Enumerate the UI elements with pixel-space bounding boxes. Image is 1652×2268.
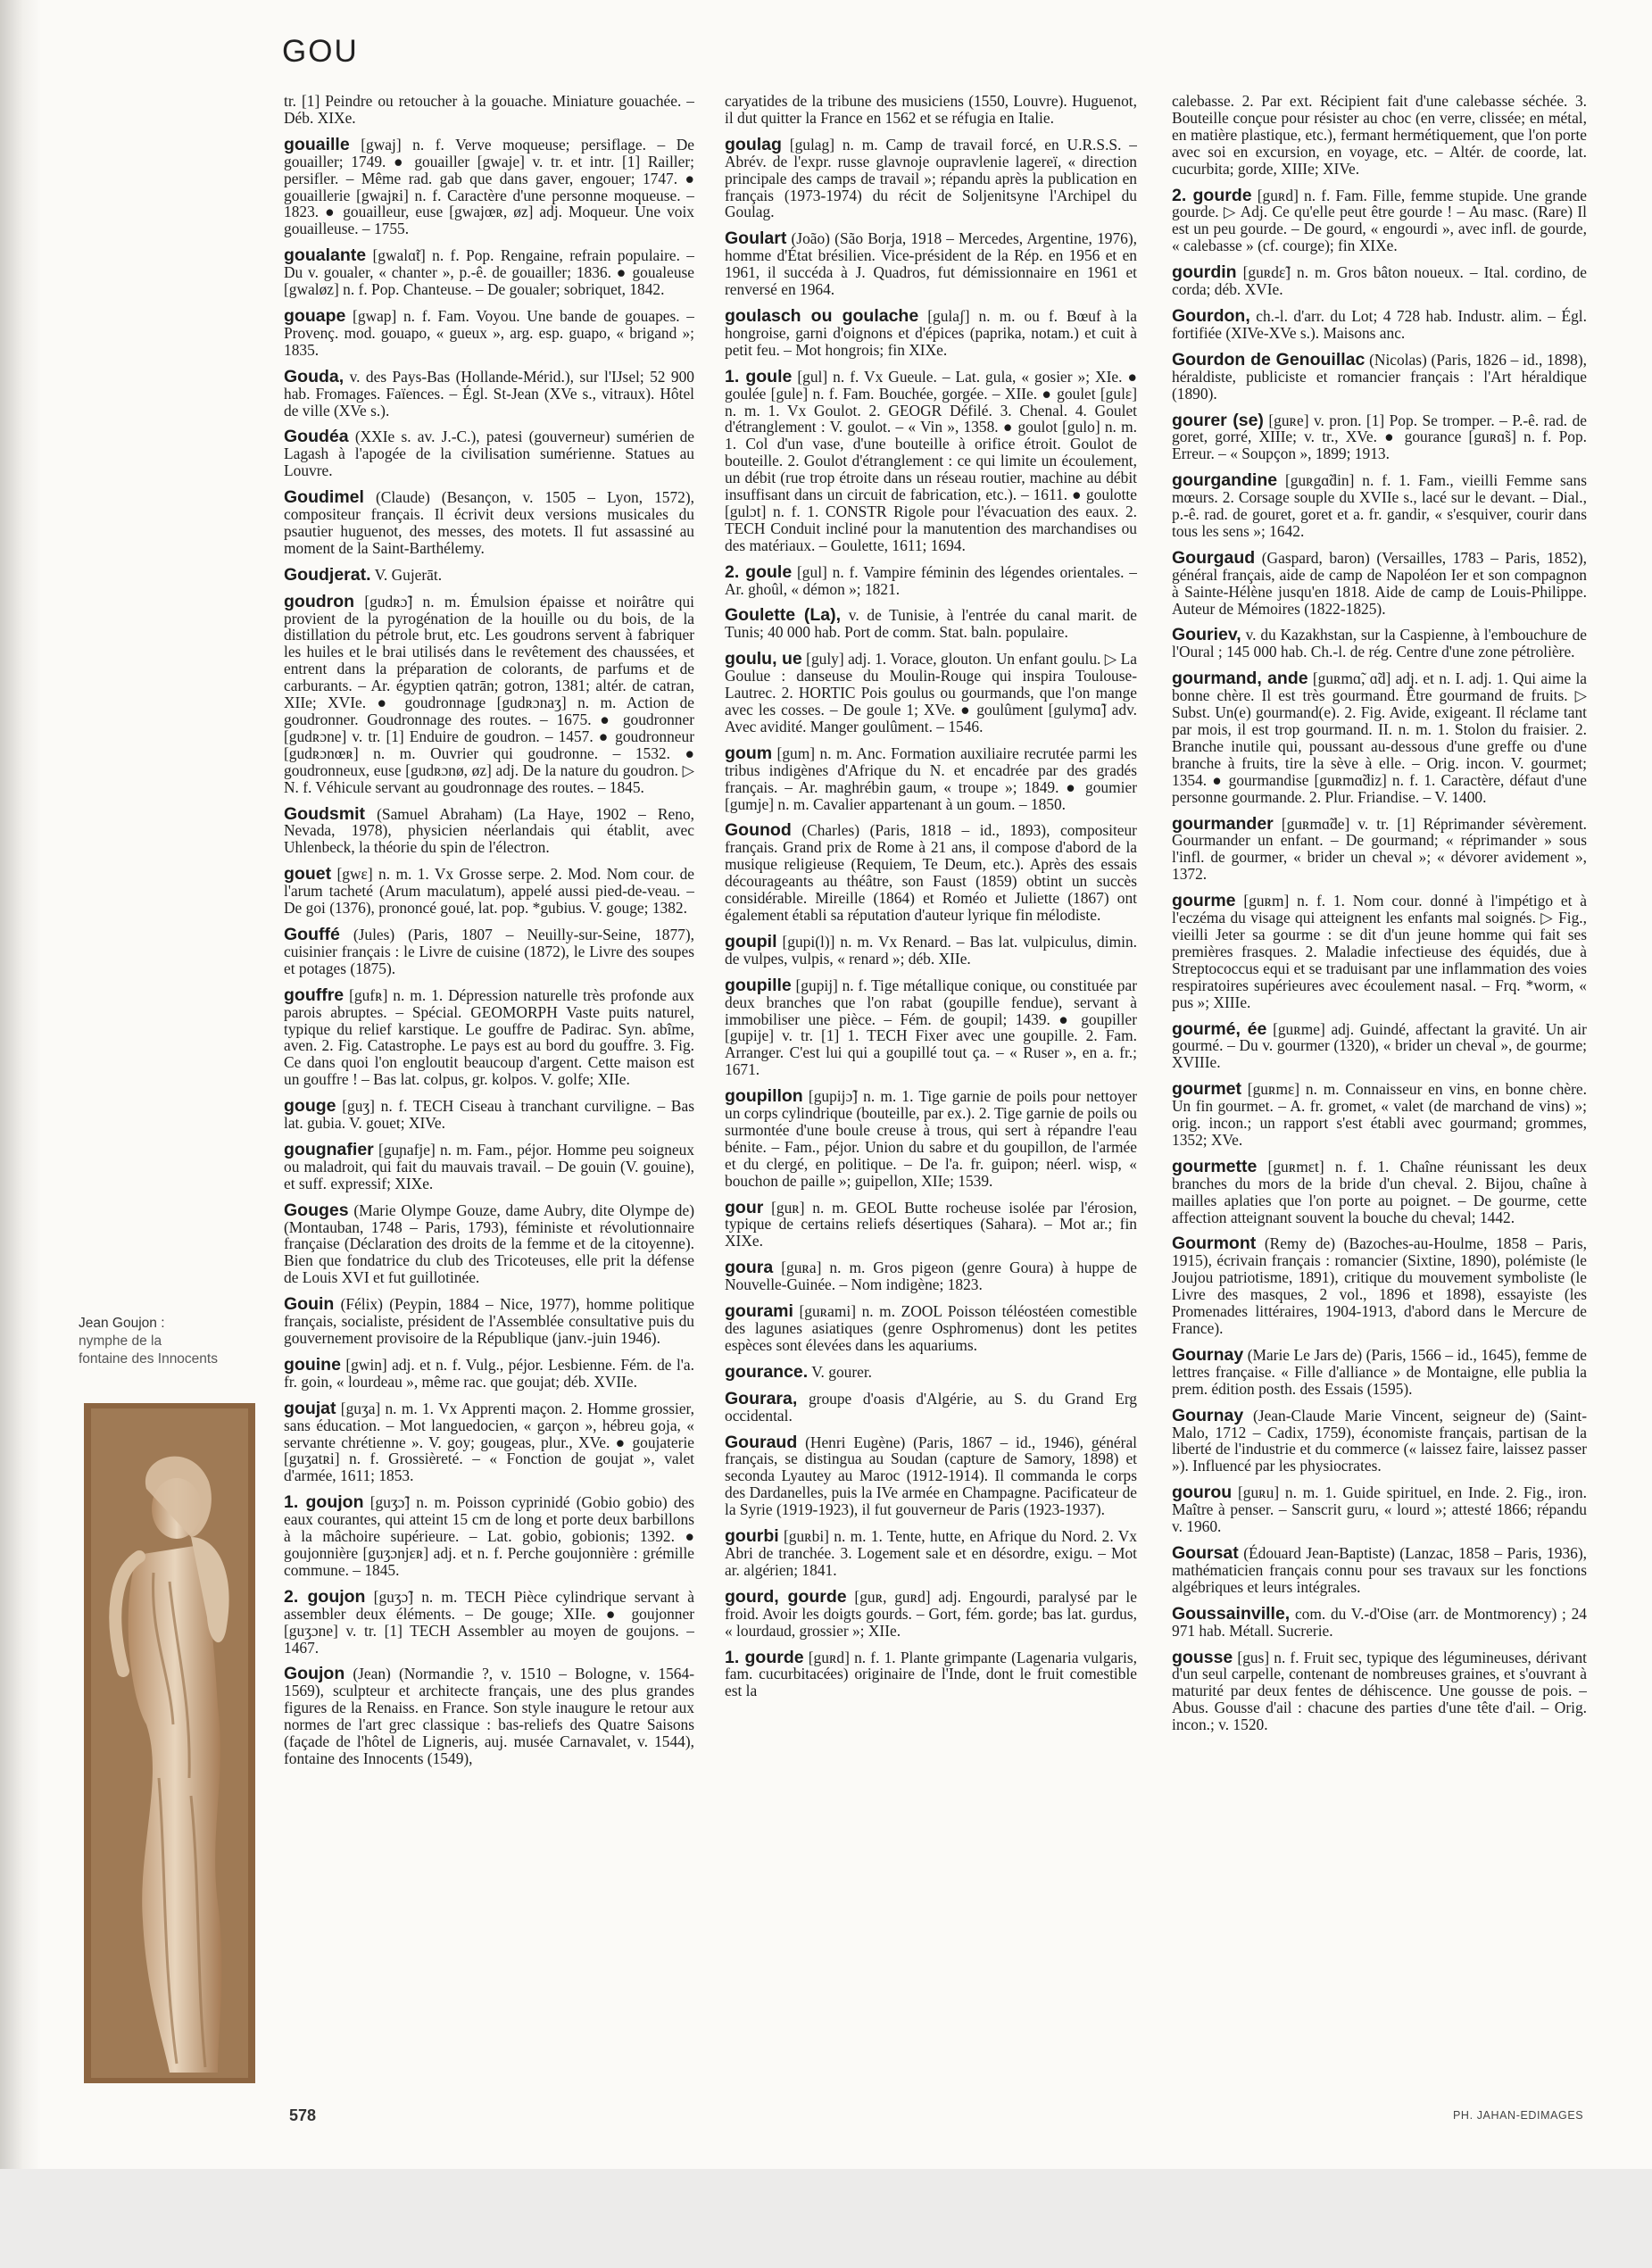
entry-definition: [guʀ, guʀd] adj. Engourdi, paralysé par le froid. Avoir les doigts gourds. – Gort, fém. gorde; bas lat. gurdus, « lourdaud, grossier »; XIIe. — [725, 1587, 1137, 1640]
dictionary-entry — [1172, 813, 1587, 884]
entry-headword: Goulart — [725, 228, 787, 249]
entry-headword: Goursat — [1172, 1542, 1239, 1563]
entry-definition: [gupijɔ̃] n. m. 1. Tige garnie de poils pour nettoyer un corps cylindrique (bouteille, par ex.). 2. Tige garnie de poils ou surmontée d'une boule creuse à trous, qui sert à répandre l'eau bénite. – Fam., péjor. Union du sabre et du goupillon, de l'armée et du clergé, en politique. – De l'a. fr. guipon; néerl. wisp, « bouchon de paille »; guipellon, XIIe; 1539. — [725, 1087, 1137, 1190]
entry-definition: groupe d'oasis d'Algérie, au S. du Grand Erg occidental. — [725, 1389, 1137, 1425]
dictionary-entry — [725, 134, 1137, 221]
entry-headword: gourmet — [1172, 1079, 1241, 1100]
entry-definition: v. de Tunisie, à l'entrée du canal marit. de Tunis; 40 000 hab. Port de comm. Stat. baln. populaire. — [725, 606, 1137, 642]
entry-definition: [guʀa] n. m. Gros pigeon (genre Goura) à huppe de Nouvelle-Guinée. – Nom indigène; 1823. — [725, 1259, 1137, 1294]
entry-definition: v. des Pays-Bas (Hollande-Mérid.), sur l'IJsel; 52 900 hab. Fromages. Faïences. – Égl. St-Jean (XVe s., vitraux). Hôtel de ville (XVe s.). — [284, 367, 694, 420]
dictionary-entry — [1172, 627, 1587, 660]
entry-headword: gouffre — [284, 984, 345, 1005]
dictionary-entry — [1172, 893, 1587, 1010]
entry-definition: [guʀmɑ̃de] v. tr. [1] Réprimander sévèrement. Gourmander un enfant. – De gourmand; « réprimander » sous l'infl. de gourmer, « brider un cheval »; « dévorer avidement », 1372. — [1172, 814, 1587, 884]
caption-name: Jean Goujon : — [79, 1316, 165, 1331]
dictionary-entry — [1172, 1344, 1587, 1398]
dictionary-entry — [1172, 1405, 1587, 1475]
entry-headword: goura — [725, 1258, 774, 1278]
entry-definition: [gul] n. f. Vampire féminin des légendes orientales. – Ar. ghoûl, « démon »; 1821. — [725, 562, 1137, 598]
dictionary-entry — [725, 822, 1137, 923]
entry-headword: Gouda, — [284, 366, 345, 386]
entry-definition: [guʀdɛ̃] n. m. Gros bâton noueux. – Ital. cordino, de corda; déb. XVIe. — [1172, 263, 1587, 299]
entry-headword: gousse — [1172, 1647, 1233, 1667]
entry-definition: [gwalɑ̃t] n. f. Pop. Rengaine, refrain populaire. – Du v. goualer, « chanter », p.-ê. de gouailler; 1836. ● goualeuse [gwaløz] n. f. Pop. Chanteuse. – De goualer; sobriquet, 1842. — [284, 246, 694, 299]
entry-definition: [guʀe] v. pron. [1] Pop. Se tromper. – P.-ê. rad. de goret, gorré, XIIIe; v. tr., XVe. ● gourance [guʀɑ̃s] n. f. Pop. Erreur. – « Soupçon », 1899; 1913. — [1172, 411, 1587, 463]
nymph-relief-illustration — [84, 1403, 255, 2083]
entry-definition: [guʀmɛt] n. f. 1. Chaîne réunissant les deux branches du mors de la bride d'un cheval. 2. Bijou, chaîne à mailles aplaties que l'on porte au poignet. – De gourme, cette affection atteignant souvent la bouche du cheval; 1442. — [1172, 1157, 1587, 1226]
entry-definition: (Jules) (Paris, 1807 – Neuilly-sur-Seine, 1877), cuisinier français : le Livre de cuisine (1872), le Livre des soupes et potages (1875). — [284, 925, 694, 977]
dictionary-entry — [284, 134, 694, 238]
entry-definition: [gulag] n. m. Camp de travail forcé, en U.R.S.S. – Abrév. de l'expr. russe glavnoje oupravlenie lagereï, « direction principale des camps de travail »; répandu après la publication en français (1973-1974) du récit de Soljenitsyne l'Archipel du Goulag. — [725, 135, 1137, 221]
entry-definition: calebasse. 2. Par ext. Récipient fait d'une calebasse séchée. 3. Bouteille conçue pour résister au choc (en verre, clissée; en métal, en matière plastique, etc.), fermant hermétiquement, que l'on porte avec soi en excursion, en voyage, etc. – Altér. de coorde, lat. cucurbita; gorde, XIIIe; XIVe. — [1172, 93, 1587, 178]
entry-definition: [guʀami] n. m. ZOOL Poisson téléostéen comestible des lagunes asiatiques (genre Osphromenus) dont les petites espèces sont élevées dans les aquariums. — [725, 1302, 1137, 1354]
dictionary-entry — [284, 1354, 694, 1391]
dictionary-entry — [284, 803, 694, 857]
dictionary-entry — [284, 366, 694, 420]
dictionary-entry — [1172, 1156, 1587, 1226]
entry-definition: [gufʀ] n. m. 1. Dépression naturelle très profonde aux parois abruptes. – Spécial. GEOMORPH Vaste puits naturel, typique du relief karstique. Le gouffre de Padirac. Syn. abîme, aven. 2. Fig. Catastrophe. Le pays est au bord du gouffre. 3. Fig. Ce dans quoi l'on engloutit beaucoup d'argent. Cette maison est un gouffre ! – Bas lat. colpus, gr. kolpos. V. golfe; XIIe. — [284, 985, 694, 1089]
dictionary-entry — [725, 1649, 1137, 1700]
entry-headword: goupille — [725, 975, 792, 995]
entry-definition: [gwap] n. f. Fam. Voyou. Une bande de gouapes. – Provenç. mod. gouapo, « gueux », arg. esp. guapo, « brigand »; 1835. — [284, 306, 694, 359]
entry-definition: (Édouard Jean-Baptiste) (Lanzac, 1858 – Paris, 1936), mathématicien français connu pour ses travaux sur les fonctions algébriques et leurs intégrales. — [1172, 1543, 1587, 1596]
entry-definition: [guʒɔ̃] n. m. Poisson cyprinidé (Gobio gobio) des eaux courantes, qui atteint 15 cm de long et porte deux barbillons à la mâchoire supérieure. – Lat. gobio, gobionis; 1392. ● goujonnière [guʒɔnjɛʀ] adj. et n. f. Perche goujonnière : grémille commune. – 1845. — [284, 1493, 694, 1579]
entry-headword: gourbi — [725, 1526, 779, 1547]
entry-headword: gourance. — [725, 1361, 809, 1382]
entry-headword: gourami — [725, 1301, 793, 1322]
dictionary-entry — [725, 305, 1137, 359]
entry-headword: Gouin — [284, 1294, 335, 1315]
dictionary-entry — [1172, 1081, 1587, 1149]
dictionary-entry — [725, 745, 1137, 813]
entry-headword: gouge — [284, 1096, 336, 1117]
entry-definition: [gupi(l)] n. m. Vx Renard. – Bas lat. vulpiculus, dimin. de vulpes, vulpis, « renard »; déb. XIIe. — [725, 932, 1137, 968]
entry-definition: [guly] adj. 1. Vorace, glouton. Un enfant goulu. ▷ La Goulue : danseuse du Moulin-Rouge qui inspira Toulouse-Lautrec. 2. HORTIC Pois goulus ou gourmands, que l'on mange avec les cosses. – De goule 1; XVe. ● goulûment [gulymɑ̃] adv. Avec avidité. Manger goulûment. – 1546. — [725, 650, 1137, 735]
entry-definition: ch.-l. d'arr. du Lot; 4 728 hab. Industr. alim. – Égl. fortifiée (XIVe-XVe s.). Maisons anc. — [1172, 306, 1587, 342]
entry-definition: V. Gujerāt. — [374, 565, 443, 584]
entry-headword: Gourara, — [725, 1388, 798, 1408]
dictionary-entry — [725, 977, 1137, 1078]
entry-definition: caryatides de la tribune des musiciens (1550, Louvre). Huguenot, il dut quitter la France en 1562 et se réfugia en Italie. — [725, 93, 1137, 127]
entry-definition: [gwɛ] n. m. 1. Vx Grosse serpe. 2. Mod. Nom cour. de l'arum tacheté (Arum maculatum), appelé aussi pied-de-veau. – De goi (1376), prononcé goué, lat. pop. *gubius. V. gouge; 1382. — [284, 865, 694, 918]
entry-definition: [guʀd] n. f. Fam. Fille, femme stupide. Une grande gourde. ▷ Adj. Ce qu'elle peut être gourde ! – Au masc. (Rare) Il est un peu gourde. – De gourd, « engourdi », avec infl. de gourde, « calebasse » (cf. courge); fin XIXe. — [1172, 186, 1587, 255]
entry-headword: goualante — [284, 245, 367, 266]
dictionary-entry — [284, 247, 694, 298]
dictionary-entry — [725, 931, 1137, 968]
dictionary-entry — [725, 1434, 1137, 1519]
dictionary-entry — [1172, 187, 1587, 255]
page-number: 578 — [289, 2106, 317, 2124]
dictionary-entry — [284, 564, 694, 585]
entry-headword: gourgandine — [1172, 470, 1278, 491]
dictionary-entry — [284, 489, 694, 557]
entry-headword: gougnafier — [284, 1139, 374, 1159]
dictionary-entry — [725, 1197, 1137, 1250]
entry-definition: (Jean-Claude Marie Vincent, seigneur de) (Saint-Malo, 1712 – Cadix, 1759), économiste français, partisan de la liberté de l'industrie et du commerce (« laissez faire, laissez passer »). Influencé par les physiocrates. — [1172, 1406, 1587, 1475]
entry-headword: gouaille — [284, 134, 350, 154]
entry-definition: [guʀmɑ̃, ɑ̃d] adj. et n. I. adj. 1. Qui aime la bonne chère. Il est très gourmand. Être gourmand de fruits. ▷ Subst. Un(e) gourmand(e). 2. Fig. Avide, exigeant. Il réclame tant par mois, il est trop gourmand. II. n. m. 1. Stolon du fraisier. 2. Branche inutile qui, poussant au-dessous d'une greffe ou d'une branche à fruits, tire la sève à elle. – Orig. incon. V. gourmet; 1354. ● gourmandise [guʀmɑ̃diz] n. f. 1. Caractère, défaut d'une personne gourmande. 2. Plur. Friandise. – V. 1400. — [1172, 669, 1587, 806]
entry-definition: (Jean) (Normandie ?, v. 1510 – Bologne, v. 1564-1569), sculpteur et architecte français, une des plus grandes figures de la Renaiss. en France. Son style inaugure le retour aux normes de l'art grec classique : bas-reliefs des Quatre Saisons (façade de l'hôtel de Ligneris, auj. musée Carnavalet, v. 1544), fontaine des Innocents (1549), — [284, 1665, 694, 1767]
dictionary-entry — [725, 561, 1137, 598]
entry-definition: [guʀu] n. m. 1. Guide spirituel, en Inde. 2. Fig., iron. Maître à penser. – Sanscrit guru, « lourd »; attesté 1866; répandu v. 1960. — [1172, 1483, 1587, 1536]
entry-headword: goulasch ou goulache — [725, 305, 919, 326]
dictionary-entry — [725, 1259, 1137, 1293]
dictionary-entry — [284, 1586, 694, 1657]
dictionary-entry — [725, 230, 1137, 298]
dictionary-entry — [284, 1098, 694, 1132]
entry-headword: goulag — [725, 134, 782, 154]
entry-headword: Goudsmit — [284, 803, 365, 824]
dictionary-entry — [284, 1296, 694, 1347]
dictionary-entry — [725, 1586, 1137, 1640]
entry-headword: goupil — [725, 931, 777, 951]
entry-headword: 2. goule — [725, 561, 793, 582]
dictionary-entry — [284, 1400, 694, 1485]
entry-headword: 1. goule — [725, 366, 793, 386]
entry-headword: Goudimel — [284, 487, 364, 508]
entry-definition: [gupij] n. f. Tige métallique conique, ou constituée par deux branches que l'on rabat (goupille fendue), servant à immobiliser une pièce. – Fém. de goupil; 1439. ● goupiller [gupije] v. tr. [1] 1. TECH Fixer avec une goupille. 2. Fam. Arranger. C'est lui qui a goupillé tout ça. – « Ruser », en a. fr.; 1671. — [725, 976, 1137, 1079]
entry-definition: [guʀmɛ] n. m. Connaisseur en vins, en bonne chère. Un fin gourmet. – A. fr. gromet, « valet (de marchand de vins) »; orig. incon.; un rapport s'est établi avec gourmand; grommes, 1352; XVe. — [1172, 1080, 1587, 1149]
entry-headword: goupillon — [725, 1086, 803, 1107]
dictionary-entry — [1172, 1018, 1587, 1072]
entry-headword: Gouriev, — [1172, 625, 1241, 645]
dictionary-entry — [725, 1528, 1137, 1579]
dictionary-entry — [284, 1494, 694, 1579]
entry-definition: [guʀbi] n. m. 1. Tente, hutte, en Afrique du Nord. 2. Vx Abri de tranchée. 3. Logement sale et en désordre, exigu. – Mot ar. algérien; 1841. — [725, 1527, 1137, 1579]
entry-definition: com. du V.-d'Oise (arr. de Montmorency) ; 24 971 hab. Métall. Sucrerie. — [1172, 1604, 1587, 1640]
entry-definition: [guʀme] adj. Guindé, affectant la gravité. Un air gourmé. – Du v. gourmer (1320), « brider un cheval », de gourme; XVIIIe. — [1172, 1019, 1587, 1072]
entry-definition: (XXIe s. av. J.-C.), patesi (gouverneur) sumérien de Lagash à l'apogée de la civilisation sumérienne. Statues au Louvre. — [284, 428, 694, 480]
entry-definition: [guʀd] n. f. 1. Plante grimpante (Lagenaria vulgaris, fam. cucurbitacées) originaire de l'Inde, dont le fruit comestible est la — [725, 1648, 1137, 1700]
dictionary-entry — [284, 591, 694, 796]
dictionary-entry — [284, 1666, 694, 1766]
entry-definition: [guʀgɑ̃din] n. f. 1. Fam., vieilli Femme sans mœurs. 2. Corsage souple du XVIIe s., lacé sur le devant. – Dial., p.-ê. rad. de gouret, goret et a. fr. gandir, « s'esquiver, courir dans tous les sens »; 1642. — [1172, 471, 1587, 540]
entry-definition: (Gaspard, baron) (Versailles, 1783 – Paris, 1852), général français, aide de camp de Napoléon Ier et son compagnon à Sainte-Hélène jusqu'en 1818. Aide de camp de Louis-Philippe. Auteur de Mémoires (1822-1825). — [1172, 548, 1587, 618]
entry-headword: Goussainville, — [1172, 1603, 1291, 1624]
dictionary-entry — [284, 93, 694, 127]
entry-headword: Goudjerat. — [284, 564, 371, 585]
entry-definition: (Remy de) (Bazoches-au-Houlme, 1858 – Paris, 1915), écrivain français : romancier (Sixtine, 1890), polémiste (le Joujou patriotisme, 1891), critique du mouvement symboliste (le Livre des masques, 2 vol., 1896 et 1898), essayiste (les Promenades littéraires, 1904-1913, d'abord dans le Mercure de France). — [1172, 1234, 1587, 1337]
entry-definition: V. gourer. — [811, 1362, 873, 1381]
entry-headword: gourer (se) — [1172, 410, 1264, 430]
dictionary-entry — [284, 1139, 694, 1192]
dictionary-entry — [1172, 1649, 1587, 1734]
entry-headword: Gouffé — [284, 924, 340, 944]
entry-definition: (Marie Le Jars de) (Paris, 1566 – id., 1645), femme de lettres française. « Fille d'alliance » de Montaigne, elle publia la prem. édition posth. des Essais (1595). — [1172, 1345, 1587, 1398]
entry-headword: Gourdon, — [1172, 305, 1250, 326]
dictionary-entry — [284, 926, 694, 977]
book-spine-shadow — [0, 0, 41, 2169]
entry-definition: [gulaʃ] n. m. ou f. Bœuf à la hongroise, garni d'oignons et d'épices (paprika, notam.) et cuit à petit feu. – Mot hongrois; fin XIXe. — [725, 306, 1137, 359]
entry-definition: (Samuel Abraham) (La Haye, 1902 – Reno, Nevada, 1978), physicien néerlandais qui établit, avec Uhlenbeck, la théorie du spin de l'électron. — [284, 804, 694, 857]
dictionary-entry — [1172, 670, 1587, 805]
entry-headword: gouine — [284, 1354, 341, 1375]
entry-headword: gourmette — [1172, 1156, 1258, 1176]
entry-definition: [guʀ] n. m. GEOL Butte rocheuse isolée par l'érosion, typique de certains reliefs désertiques (Sahara). – Mot ar.; fin XIXe. — [725, 1198, 1137, 1250]
dictionary-entry — [1172, 412, 1587, 463]
entry-definition: [guʒɔ̃] n. m. TECH Pièce cylindrique servant à assembler deux éléments. – De gouge; XIIe. ● goujonner [guʒɔne] v. tr. [1] TECH Assembler au moyen de goujons. – 1467. — [284, 1587, 694, 1657]
entry-headword: Gouraud — [725, 1432, 798, 1452]
entry-definition: v. du Kazakhstan, sur la Caspienne, à l'embouchure de l'Oural ; 145 000 hab. Ch.-l. de rég. Centre d'une zone pétrolière. — [1172, 626, 1587, 661]
dictionary-entry — [284, 428, 694, 479]
entry-headword: 1. gourde — [725, 1647, 804, 1667]
entry-headword: gouape — [284, 305, 346, 326]
entry-headword: Gourmont — [1172, 1234, 1257, 1254]
dictionary-entry — [725, 1388, 1137, 1425]
entry-headword: 2. gourde — [1172, 185, 1252, 205]
dictionary-entry — [1172, 1484, 1587, 1535]
caption-line-1: nymphe de la — [79, 1333, 162, 1349]
dictionary-entry — [725, 1088, 1137, 1189]
column-1 — [284, 93, 694, 2089]
entry-definition: [guʒa] n. m. 1. Vx Apprenti maçon. 2. Homme grossier, sans éducation. – Mot languedocien, « garçon », hébreu goja, « servante chrétienne ». V. goy; gougeas, plur., XVe. ● goujaterie [guʒatʀi] n. f. Grossièreté. – « Fonction de goujat », valet d'armée, 1611; 1853. — [284, 1399, 694, 1485]
dictionary-entry — [1172, 1235, 1587, 1336]
entry-headword: gour — [725, 1197, 764, 1217]
entry-headword: gourou — [1172, 1483, 1233, 1503]
entry-headword: gourdin — [1172, 262, 1237, 283]
entry-definition: (João) (São Borja, 1918 – Mercedes, Argentine, 1976), homme d'État brésilien. Vice-président de la Rép. en 1956 et en 1961, il succéda à J. Quadros, fut démissionnaire en 1961 et renversé en 1964. — [725, 229, 1137, 299]
dictionary-entry — [725, 1303, 1137, 1354]
entry-definition: (Félix) (Peypin, 1884 – Nice, 1977), homme politique français, socialiste, président de l'Assemblée consultative puis du gouvernement provisoire de la République (janv.-juin 1946). — [284, 1295, 694, 1347]
entry-headword: 2. goujon — [284, 1586, 366, 1607]
entry-headword: gourd, gourde — [725, 1586, 847, 1607]
entry-headword: Gourgaud — [1172, 547, 1256, 568]
dictionary-entry — [1172, 264, 1587, 298]
dictionary-entry — [1172, 305, 1587, 342]
entry-headword: gourmé, ée — [1172, 1018, 1267, 1039]
dictionary-entry — [1172, 93, 1587, 178]
entry-headword: 1. goujon — [284, 1492, 364, 1513]
caption-line-2: fontaine des Innocents — [79, 1351, 218, 1367]
entry-definition: tr. [1] Peindre ou retoucher à la gouache. Miniature gouachée. – Déb. XIXe. — [284, 93, 694, 127]
entry-headword: Goulette (La), — [725, 605, 842, 626]
entry-headword: Gouges — [284, 1200, 349, 1220]
entry-headword: gourmand, ande — [1172, 669, 1308, 689]
entry-definition: [gudʀɔ̃] n. m. Émulsion épaisse et noirâtre qui provient de la pyrogénation de la houille ou du bois, de la distillation du pétrole brut, etc. Les goudrons servent à fabriquer les huiles et le brai utilisés dans le revêtement des chaussées, et entrent dans la préparation de colorants, de parfums et de carburants. – Ar. égyptien qatrān; gotron, 1381; altér. de catran, XIIe; XVIe. ● goudronnage [gudʀɔnaʒ] n. m. Action de goudronner. Goudronnage des routes. – 1675. ● goudronner [gudʀɔne] v. tr. [1] Enduire de goudron. – 1457. ● goudronneur [gudʀɔnœʀ] n. m. Ouvrier qui goudronne. – 1532. ● goudronneux, euse [gudʀɔnø, øz] adj. De la nature du goudron. ▷ N. f. Véhicule servant au goudronnage des routes. – 1845. — [284, 592, 694, 796]
dictionary-entry — [1172, 547, 1587, 618]
dictionary-entry — [725, 366, 1137, 554]
photo-credit: PH. JAHAN-EDIMAGES — [1453, 2109, 1584, 2122]
dictionary-entry — [1172, 1603, 1587, 1640]
entry-headword: Goujon — [284, 1664, 345, 1684]
entry-headword: goum — [725, 743, 773, 763]
entry-headword: gourme — [1172, 891, 1236, 911]
dictionary-entry — [1172, 472, 1587, 540]
entry-headword: goujat — [284, 1398, 336, 1418]
entry-headword: gouet — [284, 864, 332, 885]
photo-caption — [79, 1315, 257, 1368]
entry-definition: [guʒ] n. f. TECH Ciseau à tranchant curviligne. – Bas lat. gubia. V. gouet; XIVe. — [284, 1097, 694, 1133]
entry-definition: [guɲafje] n. m. Fam., péjor. Homme peu soigneux ou maladroit, qui fait du mauvais travail. – De gouin (V. gouine), et suff. expressif; XIXe. — [284, 1140, 694, 1192]
entry-headword: Goudéa — [284, 427, 349, 447]
column-3 — [1172, 93, 1587, 2089]
entry-definition: [gus] n. f. Fruit sec, typique des légumineuses, dérivant d'un seul carpelle, contenant de nombreuses graines, et s'ouvrant à maturité par deux fentes de déhiscence. Une gousse de pois. – Abus. Gousse d'ail : chacune des parties d'une tête d'ail. – Orig. incon.; v. 1520. — [1172, 1648, 1587, 1734]
entry-headword: goulu, ue — [725, 649, 802, 669]
dictionary-entry — [284, 984, 694, 1089]
entry-headword: Gourdon de Genouillac — [1172, 349, 1366, 370]
entry-definition: (Marie Olympe Gouze, dame Aubry, dite Olympe de) (Montauban, 1748 – Paris, 1793), féministe et révolutionnaire française (Déclaration des droits de la femme et de la citoyenne). Bien que fondatrice du club des Tricoteuses, elle prit la défense de Louis XVI et fut guillotinée. — [284, 1200, 694, 1287]
column-2 — [725, 93, 1137, 2089]
nymph-sculpture-photo — [84, 1403, 255, 2083]
entry-headword: Gournay — [1172, 1405, 1244, 1425]
entry-headword: gourmander — [1172, 813, 1274, 834]
dictionary-entry — [725, 1361, 1137, 1382]
guide-word: GOU — [282, 34, 359, 69]
dictionary-entry — [1172, 1542, 1587, 1596]
dictionary-entry — [284, 1202, 694, 1287]
entry-definition: [gwin] adj. et n. f. Vulg., péjor. Lesbienne. Fém. de l'a. fr. goin, « lourdeau », même rac. que goujat; déb. XVIIe. — [284, 1355, 694, 1391]
entry-headword: Gournay — [1172, 1344, 1244, 1365]
dictionary-entry — [1172, 349, 1587, 403]
entry-definition: (Nicolas) (Paris, 1826 – id., 1898), héraldiste, publiciste et romancier français : l'Art héraldique (1890). — [1172, 350, 1587, 403]
entry-headword: goudron — [284, 591, 355, 611]
entry-definition: [guʀm] n. f. 1. Nom cour. donné à l'impétigo et à l'eczéma du visage qui atteignent les enfants mal soignés. ▷ Fig., vieilli Jeter sa gourme : se dit d'un jeune homme qui fait ses premières frasques. 2. Maladie infectieuse des équidés, due à Streptococcus equi et se traduisant par une inflammation des voies respiratoires supérieures avec écoulement nasal. – Frq. *worm, « pus »; XIIIe. — [1172, 892, 1587, 1011]
dictionary-entry — [725, 607, 1137, 641]
dictionary-entry — [725, 651, 1137, 735]
dictionary-entry — [284, 866, 694, 917]
entry-definition: [gul] n. f. Vx Gueule. – Lat. gula, « gosier »; XIe. ● goulée [gule] n. f. Fam. Bouchée, gorgée. – XIIe. ● goulet [gulɛ] n. m. 1. Vx Goulot. 2. GEOGR Défilé. 3. Chenal. 4. Goulet d'étranglement : V. goulot. – « Vin », 1358. ● goulot [gulo] n. m. 1. Col d'un vase, d'une bouteille à orifice étroit. Goulot de bouteille. 2. Goulot d'étranglement : ce qui limite un écoulement, un débit (rue trop étroite dans un réseau routier, machine au débit insuffisant dans un circuit de fabrication, etc.). – 1611. ● goulotte [gulɔt] n. f. 1. CONSTR Rigole pour l'évacuation des eaux. 2. TECH Conduit incliné pour la manutention des marchandises ou des matériaux. – Goulette, 1611; 1694. — [725, 367, 1137, 554]
entry-definition: (Claude) (Besançon, v. 1505 – Lyon, 1572), compositeur français. Il écrivit deux versions musicales du psautier huguenot, des messes, des motets. Il fut assassiné au moment de la Saint-Barthélemy. — [284, 488, 694, 557]
entry-definition: [gwaj] n. f. Verve moqueuse; persiflage. – De gouailler; 1749. ● gouailler [gwaje] v. tr. et intr. [1] Railler; persifler. – Même rad. gab que dans gaver, engouer; 1747. ● gouaillerie [gwajʀi] n. f. Caractère d'une personne moqueuse. – 1823. ● gouailleur, euse [gwajœʀ, øz] adj. Moqueur. Une voix gouailleuse. – 1755. — [284, 135, 694, 238]
entry-definition: [gum] n. m. Anc. Formation auxiliaire recrutée parmi les tribus indigènes d'Afrique du N. et encadrée par des gradés français. – Ar. maghrébin gaum, « troupe »; 1849. ● goumier [gumje] n. m. Cavalier appartenant à un goum. – 1850. — [725, 744, 1137, 813]
dictionary-entry — [284, 305, 694, 359]
entry-definition: (Henri Eugène) (Paris, 1867 – id., 1946), général français, se distingua au Soudan (capture de Samory, 1898) et seconda Lyautey au Maroc (1912-1914). Il commanda le corps des Dardanelles, puis la IVe armée en Champagne. Pacificateur de la Syrie (1919-1923), il fut gouverneur de Paris (1923-1937). — [725, 1433, 1137, 1519]
dictionary-entry — [725, 93, 1137, 127]
entry-definition: (Charles) (Paris, 1818 – id., 1893), compositeur français. Grand prix de Rome à 21 ans, il compose d'abord de la musique religieuse (Requiem, Te Deum, etc.). Après des essais décourageants au théâtre, son Faust (1859) obtint un succès considérable. Mireille (1864) et Roméo et Juliette (1867) ont également établi sa réputation d'auteur lyrique fin mélodiste. — [725, 821, 1137, 924]
entry-headword: Gounod — [725, 820, 792, 841]
